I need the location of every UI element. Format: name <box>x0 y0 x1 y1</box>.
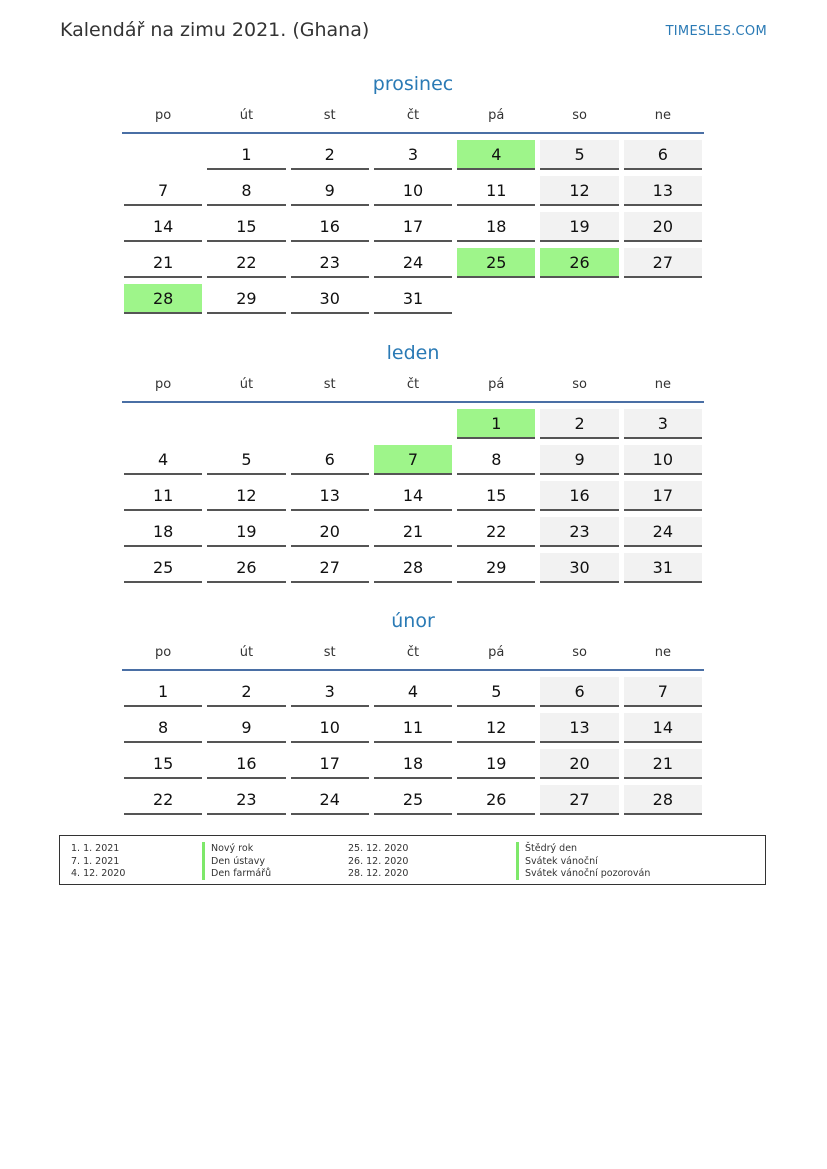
day-cell: 8 <box>124 713 202 743</box>
empty-cell <box>124 409 202 437</box>
day-cell: 5 <box>540 140 618 170</box>
day-cell: 5 <box>207 445 285 475</box>
day-cell: 18 <box>374 749 452 779</box>
weekday-label: čt <box>406 377 420 392</box>
weekday-label: út <box>239 377 254 392</box>
day-cell: 24 <box>291 785 369 815</box>
day-cell: 22 <box>207 248 285 278</box>
day-cell: 13 <box>540 713 618 743</box>
day-cell: 9 <box>207 713 285 743</box>
day-cell: 1 <box>124 677 202 707</box>
legend-holiday-name: Den farmářů <box>202 867 271 880</box>
day-cell: 10 <box>291 713 369 743</box>
day-cell: 26 <box>207 553 285 583</box>
weekday-label: ne <box>654 645 671 660</box>
day-cell: 30 <box>291 284 369 314</box>
legend-date: 4. 12. 2020 <box>71 868 126 879</box>
day-cell: 12 <box>540 176 618 206</box>
page-title: Kalendář na zimu 2021. (Ghana) <box>60 19 370 41</box>
day-cell: 12 <box>457 713 535 743</box>
day-cell: 23 <box>207 785 285 815</box>
day-cell: 7 <box>124 176 202 206</box>
day-cell: 26 <box>540 248 618 278</box>
day-cell: 28 <box>374 553 452 583</box>
day-cell: 11 <box>457 176 535 206</box>
day-cell: 31 <box>624 553 702 583</box>
day-cell: 15 <box>457 481 535 511</box>
weekday-header <box>122 375 704 401</box>
weekday-label: so <box>572 645 587 660</box>
day-cell: 25 <box>124 553 202 583</box>
weekday-label: st <box>323 108 336 123</box>
month-2 <box>122 339 704 583</box>
day-cell: 24 <box>624 517 702 547</box>
weekday-label: ne <box>654 108 671 123</box>
day-cell: 14 <box>624 713 702 743</box>
day-cell: 4 <box>374 677 452 707</box>
day-cell: 27 <box>624 248 702 278</box>
empty-cell <box>374 409 452 437</box>
weekday-label: čt <box>406 108 420 123</box>
legend-date: 25. 12. 2020 <box>348 843 409 854</box>
day-cell: 10 <box>624 445 702 475</box>
day-cell: 19 <box>540 212 618 242</box>
legend-holiday-name: Nový rok <box>202 842 253 855</box>
day-cell: 5 <box>457 677 535 707</box>
day-cell: 3 <box>291 677 369 707</box>
month-name: leden <box>386 342 440 364</box>
day-cell: 7 <box>374 445 452 475</box>
legend-date: 26. 12. 2020 <box>348 855 409 867</box>
day-cell: 9 <box>291 176 369 206</box>
day-cell: 27 <box>540 785 618 815</box>
header-rule <box>122 401 704 403</box>
day-cell: 6 <box>624 140 702 170</box>
empty-cell <box>624 284 702 312</box>
empty-cell <box>207 409 285 437</box>
day-cell: 23 <box>540 517 618 547</box>
day-cell: 13 <box>291 481 369 511</box>
day-cell: 23 <box>291 248 369 278</box>
month-3 <box>122 607 704 815</box>
empty-cell <box>540 284 618 312</box>
day-cell: 20 <box>291 517 369 547</box>
day-cell: 4 <box>124 445 202 475</box>
day-cell: 24 <box>374 248 452 278</box>
weekday-label: pá <box>488 108 505 123</box>
day-cell: 19 <box>207 517 285 547</box>
day-cell: 29 <box>207 284 285 314</box>
day-cell: 3 <box>624 409 702 439</box>
weekday-label: čt <box>406 645 420 660</box>
empty-cell <box>291 409 369 437</box>
weekday-label: pá <box>488 645 505 660</box>
day-cell: 25 <box>457 248 535 278</box>
weekday-label: pá <box>488 377 505 392</box>
legend-holiday-name: Štědrý den <box>516 842 577 855</box>
day-cell: 22 <box>457 517 535 547</box>
weekday-header <box>122 643 704 669</box>
day-cell: 21 <box>624 749 702 779</box>
weekday-label: st <box>323 377 336 392</box>
weekday-label: ne <box>654 377 671 392</box>
month-name: prosinec <box>372 73 454 95</box>
day-cell: 18 <box>124 517 202 547</box>
day-cell: 21 <box>374 517 452 547</box>
day-cell: 31 <box>374 284 452 314</box>
header-rule <box>122 669 704 671</box>
day-cell: 16 <box>207 749 285 779</box>
day-cell: 11 <box>124 481 202 511</box>
weekday-label: so <box>572 377 587 392</box>
legend-date: 7. 1. 2021 <box>71 855 120 867</box>
day-cell: 7 <box>624 677 702 707</box>
day-cell: 1 <box>457 409 535 439</box>
weekday-label: st <box>323 645 336 660</box>
day-cell: 19 <box>457 749 535 779</box>
day-cell: 15 <box>207 212 285 242</box>
day-cell: 16 <box>291 212 369 242</box>
day-cell: 9 <box>540 445 618 475</box>
weekday-label: so <box>572 108 587 123</box>
legend-holiday-name: Svátek vánoční pozorován <box>516 867 650 880</box>
day-cell: 20 <box>540 749 618 779</box>
holiday-legend <box>59 835 766 885</box>
day-cell: 12 <box>207 481 285 511</box>
day-cell: 2 <box>207 677 285 707</box>
day-cell: 2 <box>540 409 618 439</box>
legend-date: 1. 1. 2021 <box>71 843 120 854</box>
day-cell: 25 <box>374 785 452 815</box>
day-cell: 2 <box>291 140 369 170</box>
weekday-label: po <box>155 377 172 392</box>
day-cell: 3 <box>374 140 452 170</box>
day-grid <box>122 677 704 815</box>
legend-date: 28. 12. 2020 <box>348 868 409 879</box>
day-grid <box>122 140 704 314</box>
day-cell: 17 <box>624 481 702 511</box>
legend-holiday-name: Svátek vánoční <box>516 855 598 868</box>
day-cell: 22 <box>124 785 202 815</box>
day-cell: 27 <box>291 553 369 583</box>
day-cell: 15 <box>124 749 202 779</box>
day-cell: 16 <box>540 481 618 511</box>
day-cell: 26 <box>457 785 535 815</box>
day-cell: 6 <box>291 445 369 475</box>
day-cell: 21 <box>124 248 202 278</box>
day-cell: 29 <box>457 553 535 583</box>
legend-holiday-name: Den ústavy <box>202 855 265 868</box>
weekday-label: po <box>155 108 172 123</box>
day-cell: 17 <box>374 212 452 242</box>
day-cell: 8 <box>207 176 285 206</box>
day-cell: 6 <box>540 677 618 707</box>
header-rule <box>122 132 704 134</box>
day-cell: 13 <box>624 176 702 206</box>
day-cell: 14 <box>374 481 452 511</box>
day-cell: 18 <box>457 212 535 242</box>
empty-cell <box>124 140 202 168</box>
day-cell: 30 <box>540 553 618 583</box>
weekday-header <box>122 106 704 132</box>
day-cell: 4 <box>457 140 535 170</box>
site-brand[interactable]: TIMESLES.COM <box>665 24 767 39</box>
day-cell: 11 <box>374 713 452 743</box>
day-cell: 10 <box>374 176 452 206</box>
day-cell: 17 <box>291 749 369 779</box>
day-grid <box>122 409 704 583</box>
day-cell: 28 <box>624 785 702 815</box>
day-cell: 8 <box>457 445 535 475</box>
month-name: únor <box>391 610 435 632</box>
day-cell: 28 <box>124 284 202 314</box>
day-cell: 14 <box>124 212 202 242</box>
weekday-label: út <box>239 108 254 123</box>
day-cell: 1 <box>207 140 285 170</box>
day-cell: 20 <box>624 212 702 242</box>
weekday-label: po <box>155 645 172 660</box>
weekday-label: út <box>239 645 254 660</box>
month-1 <box>122 70 704 314</box>
empty-cell <box>457 284 535 312</box>
